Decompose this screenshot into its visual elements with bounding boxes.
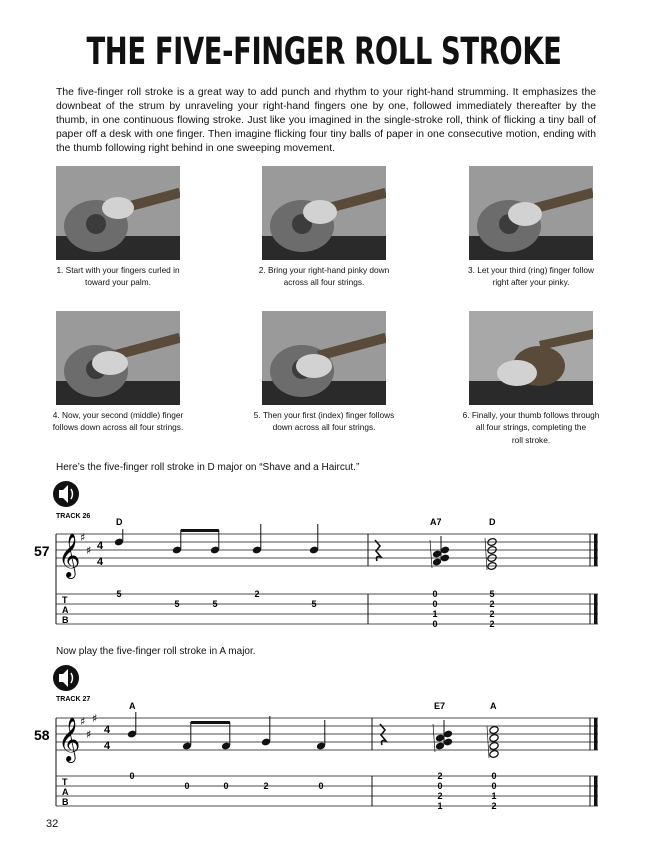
tab-num-5: 5 [311,599,317,609]
tab-num-3: 0 [223,781,229,791]
beam-1 [191,721,230,724]
tab-chord1-s3: 2 [437,791,443,801]
note-4 [252,524,262,554]
sharp-c-icon: ♯ [86,544,92,557]
tab-chord2-s3: 1 [491,791,497,801]
chord-a7: A7 [430,517,442,527]
track-27-label: TRACK 27 [56,696,91,703]
example-2-lead: Now play the five-finger roll stroke in A major. [56,646,256,657]
sharp-f-icon: ♯ [80,715,86,728]
step-1-caption: 1. Start with your fingers curled in toward your palm. [56,265,180,288]
chord-note-d-half [485,538,497,571]
tab-num-1: 0 [129,771,135,781]
beam-1 [181,529,219,532]
tab-letter-b: B [62,797,69,807]
step-6-caption: 6. Finally, your thumb follows through all four strings, completing the roll stroke. [462,410,600,445]
tab-letter-a: A [62,787,69,797]
note-5 [316,720,326,750]
time-signature-bottom: 4 [104,740,111,752]
tab-num-1: 5 [116,589,122,599]
note-1 [127,712,137,738]
example-1-lead: Here’s the five-finger roll stroke in D major on “Shave and a Haircut.” [56,462,360,473]
tab-chord1-s2: 0 [432,599,438,609]
tab-num-5: 0 [318,781,324,791]
tab-chord2-s1: 0 [491,771,497,781]
tab-chord1-s3: 1 [432,609,438,619]
tab-num-4: 2 [254,589,260,599]
chord-d: D [116,517,123,527]
measure-number-57: 57 [34,543,50,559]
chord-a: A [129,701,136,711]
tab-chord1-s4: 0 [432,619,438,629]
tab-num-2: 0 [184,781,190,791]
track-27-audio-icon[interactable] [53,665,79,691]
treble-clef-icon: 𝄞 [58,717,81,761]
treble-clef-icon: 𝄞 [58,533,81,577]
tab-chord2-s3: 2 [489,609,495,619]
tab-chord1-s2: 0 [437,781,443,791]
tab-letter-b: B [62,615,69,625]
step-5-caption: 5. Then your first (index) finger follows down across all four strings. [253,410,395,433]
note-1 [114,529,124,546]
sharp-g-icon: ♯ [92,712,98,725]
tab-chord2-s2: 2 [489,599,495,609]
time-signature-top: 4 [97,540,104,552]
chord-e7: E7 [434,701,446,711]
time-signature-bottom: 4 [97,556,104,568]
track-26-label: TRACK 26 [56,513,91,520]
tab-letter-a: A [62,605,69,615]
tab-chord2-s4: 2 [491,801,497,811]
chord-d-2: D [489,517,496,527]
sharp-f-icon: ♯ [80,531,86,544]
tab-chord1-s1: 0 [432,589,438,599]
tab-chord2-s4: 2 [489,619,495,629]
tab-chord2-s2: 0 [491,781,497,791]
chord-note-e7 [433,720,453,752]
measure-number-58: 58 [34,727,50,743]
step-3-caption: 3. Let your third (ring) finger follow right after your pinky. [468,265,594,288]
time-signature-top: 4 [104,724,111,736]
page-title: THE FIVE-FINGER ROLL STROKE [86,30,562,73]
tab-num-2: 5 [174,599,180,609]
tab-chord2-s1: 5 [489,589,495,599]
sharp-c-icon: ♯ [86,728,92,741]
track-26-audio-icon[interactable] [53,481,79,507]
step-2-caption: 2. Bring your right-hand pinky down across all four strings. [258,265,390,288]
note-5 [309,524,319,554]
chord-a-2: A [490,701,497,711]
tab-chord1-s4: 1 [437,801,443,811]
step-4-caption: 4. Now, your second (middle) finger follows down across all four strings. [52,410,184,433]
note-4 [261,716,271,746]
chord-note-a7 [430,536,450,568]
tab-chord1-s1: 2 [437,771,443,781]
intro-paragraph: The five-finger roll stroke is a great way to add punch and rhythm to your right-hand strumming. It emphasizes the downbeat of the strum by unraveling your right-hand fingers one by one, followed immediately thereafter by the thumb, in one continuous flowing stroke. Just like you imagined in the single-stroke roll, think of flicking a tiny ball of paper off a desk with one finger. Then imagine flicking four tiny balls of paper in one consecutive motion, ending with the thumb following right behind in one sweeping movement. [56,87,596,154]
page-number: 32 [46,818,59,830]
tab-letter-t: T [62,595,68,605]
tab-num-3: 5 [212,599,218,609]
tab-num-4: 2 [263,781,269,791]
tab-letter-t: T [62,777,68,787]
